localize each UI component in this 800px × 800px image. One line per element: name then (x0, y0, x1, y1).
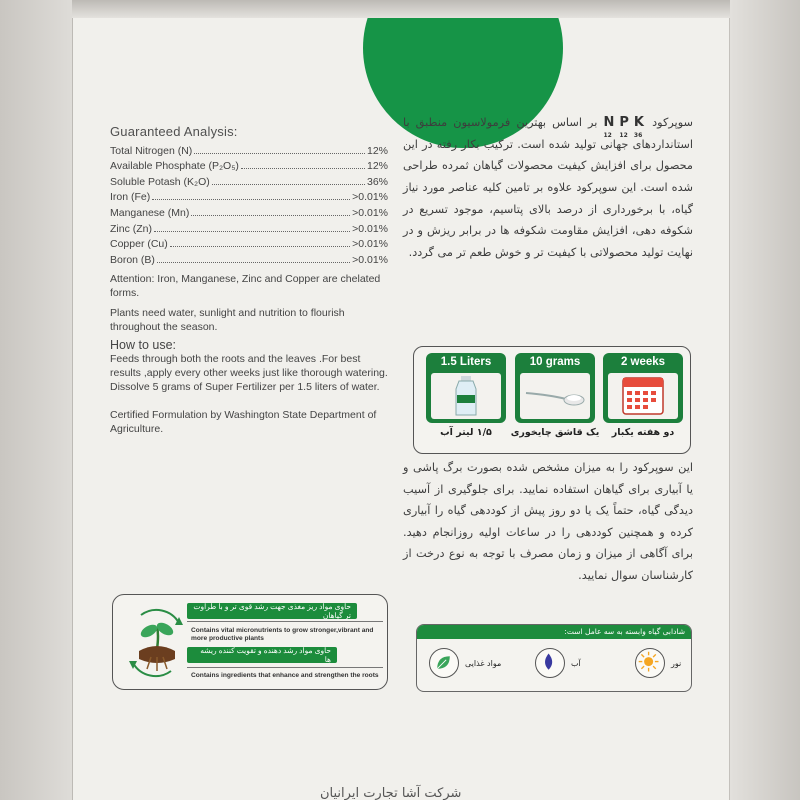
dosage-header: 1.5 Liters (440, 356, 492, 368)
dot-leader (241, 168, 365, 169)
how-to-use-title: How to use: (110, 337, 177, 352)
factor-label-water: آب (571, 659, 581, 668)
dot-leader (157, 262, 350, 263)
analysis-table (110, 141, 388, 266)
factor-label-nutrients: مواد غذایی (465, 659, 502, 668)
dot-leader (152, 199, 350, 200)
nutrient-label: Manganese (Mn) (110, 206, 190, 219)
analysis-row (110, 188, 388, 204)
attention-note: Attention: Iron, Manganese, Zinc and Copper are chelated forms. (110, 272, 381, 299)
nutrient-label: Copper (Cu) (110, 238, 168, 251)
npk-p: P 12 (619, 115, 629, 140)
dosage-card-water (426, 353, 506, 423)
benefits-box (112, 594, 388, 690)
dosage-panel (413, 346, 691, 454)
how-to-line-2: Dissolve 5 grams of Super Fertilizer per 1.5 liters of water. (110, 380, 380, 393)
benefit-2-fa: حاوی مواد رشد دهنده و تقویت کننده ریشه ها (187, 647, 337, 663)
dosage-caption-calendar: دو هفته یکبار (611, 427, 675, 438)
water-drop-icon (535, 648, 565, 678)
npk-n: N 12 (603, 115, 615, 140)
nutrient-value: >0.01% (352, 222, 388, 235)
divider (187, 621, 383, 622)
intro-tail: بر اساس بهترین فرمولاسیون (453, 116, 598, 129)
nutrient-value: >0.01% (352, 253, 388, 266)
factor-label-light: نور (671, 659, 682, 668)
background-left (0, 0, 72, 800)
nutrient-label: Zinc (Zn) (110, 222, 152, 235)
company-name: شرکت آشا تجارت ایرانیان (320, 786, 462, 800)
analysis-row (110, 219, 388, 235)
guaranteed-analysis (110, 124, 388, 436)
divider (187, 667, 383, 668)
background-right (730, 0, 800, 800)
dosage-caption-spoon: یک قاشق چایخوری (510, 427, 600, 438)
npk-k: K 36 (633, 115, 644, 140)
nutrient-value: 12% (366, 160, 388, 173)
calendar-icon (608, 373, 678, 419)
usage-instructions: این سوپرکود را به میزان مشخص شده بصورت برگ پاشی و یا آبیاری برای گیاهان استفاده نمایید. برای جلوگیری از آسیب دیدگی گیاه، حتماً یک یا دو روز پیش از کوددهی گیاه را آبیاری کرده و همچنین کوددهی را در ساعات اولیه روزانجام دهید. برای آگاهی از میزان و زمان مصرف با توجه به نوع درخت از کارشناسان سوال نمایید. (403, 461, 693, 582)
dot-leader (191, 215, 350, 216)
nutrient-label: Boron (B) (110, 253, 155, 266)
intro-head: سوپرکود (652, 116, 694, 129)
how-to-line-1: Feeds through both the roots and the leaves .For best results ,apply every other weeks just like thorough watering. (110, 352, 388, 379)
nutrient-label: Soluble Potash (K₂O) (110, 175, 210, 188)
description-paragraph-1: منطبق با استانداردهای جهانی تولید شده است. ترکیب بکار رفته در این محصول برای افزایش کیفیت محصولات گیاهان ثمرده طراحی شده است. این سوپرکود علاوه بر تامین کلیه عناصر مورد نیاز گیاه، با برخورداری از درصد بالای پتاسیم، موجود تسریع در شکوفه دهی، افزایش مقاومت شکوفه ها در برابر ریزش و در نهایت تولید محصولاتی با کیفیت تر و خوش طعم تر می گردد. (403, 116, 693, 259)
dot-leader (212, 184, 365, 185)
water-bottle-icon (431, 373, 501, 419)
analysis-row (110, 203, 388, 219)
nutrient-value: 12% (366, 144, 388, 157)
spoon-icon (520, 373, 590, 419)
dosage-header: 10 grams (529, 356, 581, 368)
nutrient-value: >0.01% (352, 191, 388, 204)
dot-leader (170, 246, 350, 247)
analysis-row (110, 157, 388, 173)
certification-note: Certified Formulation by Washington State Department of Agriculture. (110, 408, 377, 435)
benefit-1-fa: حاوی مواد ریز مغذی جهت رشد قوی تر و با طراوت تر گیاهان (187, 603, 357, 619)
nutrient-value: >0.01% (352, 238, 388, 251)
dot-leader (194, 153, 365, 154)
analysis-row (110, 141, 388, 157)
nutrient-label: Total Nitrogen (N) (110, 144, 193, 157)
nutrient-value: 36% (366, 175, 388, 188)
dosage-header: 2 weeks (620, 356, 666, 368)
analysis-row (110, 235, 388, 251)
three-factors-box (416, 624, 692, 692)
nutrient-value: >0.01% (352, 206, 388, 219)
analysis-title: Guaranteed Analysis: (110, 124, 238, 139)
persian-description (403, 112, 693, 263)
plants-need-note: Plants need water, sunlight and nutrition to flourish throughout the season. (110, 306, 345, 333)
benefit-1-en: Contains vital micronutrients to grow stronger,vibrant and more productive plants (191, 627, 374, 642)
nutrient-label: Iron (Fe) (110, 191, 151, 204)
dosage-caption-water: ۱/۵ لیتر آب (440, 427, 492, 438)
dot-leader (154, 231, 350, 232)
analysis-row (110, 172, 388, 188)
nutrient-leaf-icon (429, 648, 459, 678)
benefit-2-en: Contains ingredients that enhance and strengthen the roots (191, 672, 379, 679)
npk-badge (603, 112, 647, 140)
dosage-card-spoon (515, 353, 595, 423)
top-shadow (72, 0, 730, 18)
sun-icon (635, 648, 665, 678)
factors-header: شادابی گیاه وابسته به سه عامل است: (416, 625, 691, 639)
nutrient-label: Available Phosphate (P₂O₅) (110, 160, 239, 173)
dosage-card-calendar (603, 353, 683, 423)
plant-roots-icon (121, 605, 191, 681)
analysis-row (110, 250, 388, 266)
